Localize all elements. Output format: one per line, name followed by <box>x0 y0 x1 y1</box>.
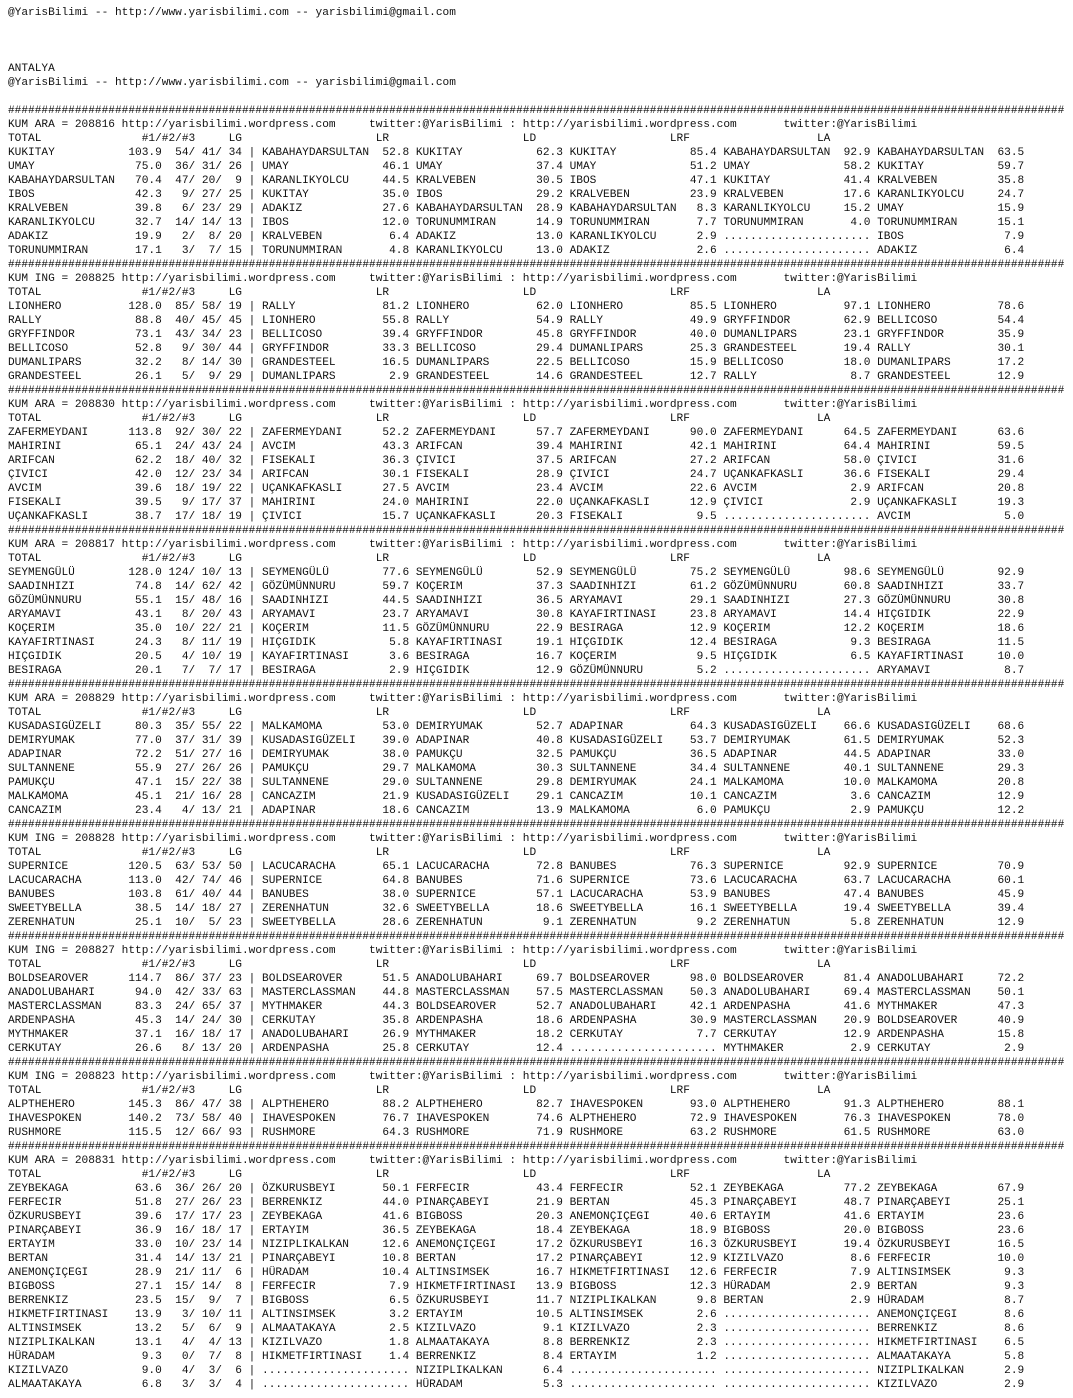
race-header: KUM ARA = 208817 http://yarisbilimi.wordpress.com twitter:@YarisBilimi : http://yarisbilimi.wordpress.com twitter:@YarisBilimi <box>8 539 918 551</box>
data-row: IHAVESPOKEN 140.2 73/ 58/ 40 | IHAVESPOKEN 76.7 IHAVESPOKEN 74.6 ALPTHEHERO 72.9 IHAVESPOKEN 76.3 IHAVESPOKEN 78.0 <box>8 1113 1025 1125</box>
data-row: MALKAMOMA 45.1 21/ 16/ 28 | CANCAZIM 21.9 KUSADASIGÜZELI 29.1 CANCAZIM 10.1 CANCAZIM 3.6 CANCAZIM 12.9 <box>8 791 1025 803</box>
data-row: HIKMETFIRTINASI 13.9 3/ 10/ 11 | ALTINSIMSEK 3.2 ERTAYIM 10.5 ALTINSIMSEK 2.6 ...................... ANEMONÇIÇEGI 8.6 <box>8 1309 1025 1321</box>
data-row: ERTAYIM 33.0 10/ 23/ 14 | NIZIPLIKALKAN 12.6 ANEMONÇIÇEGI 17.2 ÖZKURUSBEYI 16.3 ÖZKURUSBEYI 19.4 ÖZKURUSBEYI 16.5 <box>8 1239 1025 1251</box>
data-row: ZERENHATUN 25.1 10/ 5/ 23 | SWEETYBELLA 28.6 ZERENHATUN 9.1 ZERENHATUN 9.2 ZERENHATUN 5.8 ZERENHATUN 12.9 <box>8 917 1025 929</box>
data-row: KRALVEBEN 39.8 6/ 23/ 29 | ADAKIZ 27.6 KABAHAYDARSULTAN 28.9 KABAHAYDARSULTAN 8.3 KARANLIKYOLCU 15.2 UMAY 15.9 <box>8 203 1025 215</box>
data-row: RALLY 88.8 40/ 45/ 45 | LIONHERO 55.8 RALLY 54.9 RALLY 49.9 GRYFFINDOR 62.9 BELLICOSO 54.4 <box>8 315 1025 327</box>
data-row: SUPERNICE 120.5 63/ 53/ 50 | LACUCARACHA 65.1 LACUCARACHA 72.8 BANUBES 76.3 SUPERNICE 92.9 SUPERNICE 70.9 <box>8 861 1025 873</box>
blank-line <box>8 34 1073 48</box>
data-row: CERKUTAY 26.6 8/ 13/ 20 | ARDENPASHA 25.8 CERKUTAY 12.4 ...................... MYTHMAKER 2.9 CERKUTAY 2.9 <box>8 1043 1025 1055</box>
data-row: PINARÇABEYI 36.9 16/ 18/ 17 | ERTAYIM 36.5 ZEYBEKAGA 18.4 ZEYBEKAGA 18.9 BIGBOSS 20.0 BIGBOSS 23.6 <box>8 1225 1025 1237</box>
data-row: DEMIRYUMAK 77.0 37/ 31/ 39 | KUSADASIGÜZELI 39.0 ADAPINAR 40.8 KUSADASIGÜZELI 53.7 DEMIRYUMAK 61.5 DEMIRYUMAK 52.3 <box>8 735 1025 747</box>
data-row: ALMAATAKAYA 6.8 3/ 3/ 4 | ...................... HÜRADAM 5.3 ...................... ...................... KIZILVAZO 2.9 <box>8 1379 1025 1391</box>
data-row: LACUCARACHA 113.0 42/ 74/ 46 | SUPERNICE 64.8 BANUBES 71.6 SUPERNICE 73.6 LACUCARACHA 63.7 LACUCARACHA 60.1 <box>8 875 1025 887</box>
race-header: KUM ING = 208827 http://yarisbilimi.wordpress.com twitter:@YarisBilimi : http://yarisbilimi.wordpress.com twitter:@YarisBilimi <box>8 945 918 957</box>
data-row: ARIFCAN 62.2 18/ 40/ 32 | FISEKALI 36.3 ÇIVICI 37.5 ARIFCAN 27.2 ARIFCAN 58.0 ÇIVICI 31.6 <box>8 455 1025 467</box>
column-header-row: TOTAL #1/#2/#3 LG LR LD LRF LA <box>8 847 831 859</box>
data-row: ALPTHEHERO 145.3 86/ 47/ 38 | ALPTHEHERO 88.2 ALPTHEHERO 82.7 IHAVESPOKEN 93.0 ALPTHEHERO 91.3 ALPTHEHERO 88.1 <box>8 1099 1025 1111</box>
data-row: GRANDESTEEL 26.1 5/ 9/ 29 | DUMANLIPARS 2.9 GRANDESTEEL 14.6 GRANDESTEEL 12.7 RALLY 8.7 GRANDESTEEL 12.9 <box>8 371 1025 383</box>
data-row: ÖZKURUSBEYI 39.6 17/ 17/ 23 | ZEYBEKAGA 41.6 BIGBOSS 20.3 ANEMONÇIÇEGI 40.6 ERTAYIM 41.6 ERTAYIM 23.6 <box>8 1211 1025 1223</box>
data-row: MAHIRINI 65.1 24/ 43/ 24 | AVCIM 43.3 ARIFCAN 39.4 MAHIRINI 42.1 MAHIRINI 64.4 MAHIRINI 59.5 <box>8 441 1025 453</box>
data-row: ALTINSIMSEK 13.2 5/ 6/ 9 | ALMAATAKAYA 2.5 KIZILVAZO 9.1 KIZILVAZO 2.3 ...................... BERRENKIZ 8.6 <box>8 1323 1025 1335</box>
race-header: KUM ARA = 208831 http://yarisbilimi.wordpress.com twitter:@YarisBilimi : http://yarisbilimi.wordpress.com twitter:@YarisBilimi <box>8 1155 918 1167</box>
race-header: KUM ING = 208828 http://yarisbilimi.wordpress.com twitter:@YarisBilimi : http://yarisbilimi.wordpress.com twitter:@YarisBilimi <box>8 833 918 845</box>
column-header-row: TOTAL #1/#2/#3 LG LR LD LRF LA <box>8 553 831 565</box>
data-row: KUSADASIGÜZELI 80.3 35/ 55/ 22 | MALKAMOMA 53.0 DEMIRYUMAK 52.7 ADAPINAR 64.3 KUSADASIGÜZELI 66.6 KUSADASIGÜZELI 68.6 <box>8 721 1025 733</box>
data-row: BELLICOSO 52.8 9/ 30/ 44 | GRYFFINDOR 33.3 BELLICOSO 29.4 DUMANLIPARS 25.3 GRANDESTEEL 19.4 RALLY 30.1 <box>8 343 1025 355</box>
data-row: FISEKALI 39.5 9/ 17/ 37 | MAHIRINI 24.0 MAHIRINI 22.0 UÇANKAFKASLI 12.9 ÇIVICI 2.9 UÇANKAFKASLI 19.3 <box>8 497 1025 509</box>
section-separator: ############################################################################################################################################################## <box>8 105 1065 117</box>
page-header-line: ANTALYA <box>8 63 55 75</box>
data-row: MASTERCLASSMAN 83.3 24/ 65/ 37 | MYTHMAKER 44.3 BOLDSEAROVER 52.7 ANADOLUBAHARI 42.1 ARDENPASHA 41.6 MYTHMAKER 47.3 <box>8 1001 1025 1013</box>
section-separator: ############################################################################################################################################################## <box>8 259 1065 271</box>
section-separator: ############################################################################################################################################################## <box>8 819 1065 831</box>
data-row: BANUBES 103.8 61/ 40/ 44 | BANUBES 38.0 SUPERNICE 57.1 LACUCARACHA 53.9 BANUBES 47.4 BANUBES 45.9 <box>8 889 1025 901</box>
data-row: KAYAFIRTINASI 24.3 8/ 11/ 19 | HIÇGIDIK 5.8 KAYAFIRTINASI 19.1 HIÇGIDIK 12.4 BESIRAGA 9.3 BESIRAGA 11.5 <box>8 637 1025 649</box>
page-header-line: @YarisBilimi -- http://www.yarisbilimi.com -- yarisbilimi@gmail.com <box>8 77 456 89</box>
data-row: GÖZÜMÜNNURU 55.1 15/ 48/ 16 | SAADINHIZI 44.5 SAADINHIZI 36.5 ARYAMAVI 29.1 SAADINHIZI 27.3 GÖZÜMÜNNURU 30.8 <box>8 595 1025 607</box>
data-row: SEYMENGÜLÜ 128.0 124/ 10/ 13 | SEYMENGÜLÜ 77.6 SEYMENGÜLÜ 52.9 SEYMENGÜLÜ 75.2 SEYMENGÜLÜ 98.6 SEYMENGÜLÜ 92.9 <box>8 567 1025 579</box>
data-row: HIÇGIDIK 20.5 4/ 10/ 19 | KAYAFIRTINASI 3.6 BESIRAGA 16.7 KOÇERIM 9.5 HIÇGIDIK 6.5 KAYAFIRTINASI 10.0 <box>8 651 1025 663</box>
data-row: ARYAMAVI 43.1 8/ 20/ 43 | ARYAMAVI 23.7 ARYAMAVI 30.8 KAYAFIRTINASI 23.8 ARYAMAVI 14.4 HIÇGIDIK 22.9 <box>8 609 1025 621</box>
data-row: ANADOLUBAHARI 94.0 42/ 33/ 63 | MASTERCLASSMAN 44.8 MASTERCLASSMAN 57.5 MASTERCLASSMAN 50.3 ANADOLUBAHARI 69.4 MASTERCLASSMAN 50.1 <box>8 987 1025 999</box>
blank-line <box>8 20 1073 34</box>
data-row: GRYFFINDOR 73.1 43/ 34/ 23 | BELLICOSO 39.4 GRYFFINDOR 45.8 GRYFFINDOR 40.0 DUMANLIPARS 23.1 GRYFFINDOR 35.9 <box>8 329 1025 341</box>
column-header-row: TOTAL #1/#2/#3 LG LR LD LRF LA <box>8 959 831 971</box>
race-header: KUM ARA = 208830 http://yarisbilimi.wordpress.com twitter:@YarisBilimi : http://yarisbilimi.wordpress.com twitter:@YarisBilimi <box>8 399 918 411</box>
blank-line <box>8 48 1073 62</box>
data-row: NIZIPLIKALKAN 13.1 4/ 4/ 13 | KIZILVAZO 1.8 ALMAATAKAYA 8.8 BERRENKIZ 2.3 ...................... HIKMETFIRTINASI 6.5 <box>8 1337 1025 1349</box>
column-header-row: TOTAL #1/#2/#3 LG LR LD LRF LA <box>8 707 831 719</box>
data-row: ARDENPASHA 45.3 14/ 24/ 30 | CERKUTAY 35.8 ARDENPASHA 18.6 ARDENPASHA 30.9 MASTERCLASSMAN 20.9 BOLDSEAROVER 40.9 <box>8 1015 1025 1027</box>
data-row: ADAKIZ 19.9 2/ 8/ 20 | KRALVEBEN 6.4 ADAKIZ 13.0 KARANLIKYOLCU 2.9 ...................... IBOS 7.9 <box>8 231 1025 243</box>
data-row: SWEETYBELLA 38.5 14/ 18/ 27 | ZERENHATUN 32.6 SWEETYBELLA 18.6 SWEETYBELLA 16.1 SWEETYBELLA 19.4 SWEETYBELLA 39.4 <box>8 903 1025 915</box>
data-row: KIZILVAZO 9.0 4/ 3/ 6 | ...................... NIZIPLIKALKAN 6.4 ...................... ...................... NIZIPLIKALKAN 2.9 <box>8 1365 1025 1377</box>
data-row: MYTHMAKER 37.1 16/ 18/ 17 | ANADOLUBAHARI 26.9 MYTHMAKER 18.2 CERKUTAY 7.7 CERKUTAY 12.9 ARDENPASHA 15.8 <box>8 1029 1025 1041</box>
data-row: KUKITAY 103.9 54/ 41/ 34 | KABAHAYDARSULTAN 52.8 KUKITAY 62.3 KUKITAY 85.4 KABAHAYDARSULTAN 92.9 KABAHAYDARSULTAN 63.5 <box>8 147 1025 159</box>
data-row: KABAHAYDARSULTAN 70.4 47/ 20/ 9 | KARANLIKYOLCU 44.5 KRALVEBEN 30.5 IBOS 47.1 KUKITAY 41.4 KRALVEBEN 35.8 <box>8 175 1025 187</box>
column-header-row: TOTAL #1/#2/#3 LG LR LD LRF LA <box>8 287 831 299</box>
column-header-row: TOTAL #1/#2/#3 LG LR LD LRF LA <box>8 133 831 145</box>
data-row: DUMANLIPARS 32.2 8/ 14/ 30 | GRANDESTEEL 16.5 DUMANLIPARS 22.5 BELLICOSO 15.9 BELLICOSO 18.0 DUMANLIPARS 17.2 <box>8 357 1025 369</box>
data-row: ÇIVICI 42.0 12/ 23/ 34 | ARIFCAN 30.1 FISEKALI 28.9 ÇIVICI 24.7 UÇANKAFKASLI 36.6 FISEKALI 29.4 <box>8 469 1025 481</box>
page-header-line: @YarisBilimi -- http://www.yarisbilimi.com -- yarisbilimi@gmail.com <box>8 7 456 19</box>
column-header-row: TOTAL #1/#2/#3 LG LR LD LRF LA <box>8 1169 831 1181</box>
data-row: LIONHERO 128.0 85/ 58/ 19 | RALLY 81.2 LIONHERO 62.0 LIONHERO 85.5 LIONHERO 97.1 LIONHERO 78.6 <box>8 301 1025 313</box>
race-header: KUM ARA = 208816 http://yarisbilimi.wordpress.com twitter:@YarisBilimi : http://yarisbilimi.wordpress.com twitter:@YarisBilimi <box>8 119 918 131</box>
blank-line <box>8 90 1073 104</box>
data-row: BERRENKIZ 23.5 15/ 9/ 7 | BIGBOSS 6.5 ÖZKURUSBEYI 11.7 NIZIPLIKALKAN 9.8 BERTAN 2.9 HÜRADAM 8.7 <box>8 1295 1025 1307</box>
data-row: IBOS 42.3 9/ 27/ 25 | KUKITAY 35.0 IBOS 29.2 KRALVEBEN 23.9 KRALVEBEN 17.6 KARANLIKYOLCU 24.7 <box>8 189 1025 201</box>
section-separator: ############################################################################################################################################################## <box>8 679 1065 691</box>
data-row: BESIRAGA 20.1 7/ 7/ 17 | BESIRAGA 2.9 HIÇGIDIK 12.9 GÖZÜMÜNNURU 5.2 ...................... ARYAMAVI 8.7 <box>8 665 1025 677</box>
data-row: KARANLIKYOLCU 32.7 14/ 14/ 13 | IBOS 12.0 TORUNUMMIRAN 14.9 TORUNUMMIRAN 7.7 TORUNUMMIRAN 4.0 TORUNUMMIRAN 15.1 <box>8 217 1025 229</box>
data-row: BOLDSEAROVER 114.7 86/ 37/ 23 | BOLDSEAROVER 51.5 ANADOLUBAHARI 69.7 BOLDSEAROVER 98.0 BOLDSEAROVER 81.4 ANADOLUBAHARI 72.2 <box>8 973 1025 985</box>
data-row: SAADINHIZI 74.8 14/ 62/ 42 | GÖZÜMÜNNURU 59.7 KOÇERIM 37.3 SAADINHIZI 61.2 GÖZÜMÜNNURU 60.8 SAADINHIZI 33.7 <box>8 581 1025 593</box>
data-row: UÇANKAFKASLI 38.7 17/ 18/ 19 | ÇIVICI 15.7 UÇANKAFKASLI 20.3 FISEKALI 9.5 ...................... AVCIM 5.0 <box>8 511 1025 523</box>
data-row: HÜRADAM 9.3 0/ 7/ 8 | HIKMETFIRTINASI 1.4 BERRENKIZ 8.4 ERTAYIM 1.2 ...................... ALMAATAKAYA 5.8 <box>8 1351 1025 1363</box>
section-separator: ############################################################################################################################################################## <box>8 385 1065 397</box>
column-header-row: TOTAL #1/#2/#3 LG LR LD LRF LA <box>8 1085 831 1097</box>
data-row: ZEYBEKAGA 63.6 36/ 26/ 20 | ÖZKURUSBEYI 50.1 FERFECIR 43.4 FERFECIR 52.1 ZEYBEKAGA 77.2 ZEYBEKAGA 67.9 <box>8 1183 1025 1195</box>
section-separator: ############################################################################################################################################################## <box>8 1141 1065 1153</box>
data-row: RUSHMORE 115.5 12/ 66/ 93 | RUSHMORE 64.3 RUSHMORE 71.9 RUSHMORE 63.2 RUSHMORE 61.5 RUSHMORE 63.0 <box>8 1127 1025 1139</box>
data-row: CANCAZIM 23.4 4/ 13/ 21 | ADAPINAR 18.6 CANCAZIM 13.9 MALKAMOMA 6.0 PAMUKÇU 2.9 PAMUKÇU 12.2 <box>8 805 1025 817</box>
data-row: BERTAN 31.4 14/ 13/ 21 | PINARÇABEYI 10.8 BERTAN 17.2 PINARÇABEYI 12.9 KIZILVAZO 8.6 FERFECIR 10.0 <box>8 1253 1025 1265</box>
data-row: ANEMONÇIÇEGI 28.9 21/ 11/ 6 | HÜRADAM 10.4 ALTINSIMSEK 16.7 HIKMETFIRTINASI 12.6 FERFECIR 7.9 ALTINSIMSEK 9.3 <box>8 1267 1025 1279</box>
data-row: UMAY 75.0 36/ 31/ 26 | UMAY 46.1 UMAY 37.4 UMAY 51.2 UMAY 58.2 KUKITAY 59.7 <box>8 161 1025 173</box>
data-row: TORUNUMMIRAN 17.1 3/ 7/ 15 | TORUNUMMIRAN 4.8 KARANLIKYOLCU 13.0 ADAKIZ 2.6 ...................... ADAKIZ 6.4 <box>8 245 1025 257</box>
column-header-row: TOTAL #1/#2/#3 LG LR LD LRF LA <box>8 413 831 425</box>
race-header: KUM ARA = 208829 http://yarisbilimi.wordpress.com twitter:@YarisBilimi : http://yarisbilimi.wordpress.com twitter:@YarisBilimi <box>8 693 918 705</box>
section-separator: ############################################################################################################################################################## <box>8 1057 1065 1069</box>
section-separator: ############################################################################################################################################################## <box>8 931 1065 943</box>
section-separator: ############################################################################################################################################################## <box>8 525 1065 537</box>
race-header: KUM ING = 208823 http://yarisbilimi.wordpress.com twitter:@YarisBilimi : http://yarisbilimi.wordpress.com twitter:@YarisBilimi <box>8 1071 918 1083</box>
data-row: PAMUKÇU 47.1 15/ 22/ 38 | SULTANNENE 29.0 SULTANNENE 29.8 DEMIRYUMAK 24.1 MALKAMOMA 10.0 MALKAMOMA 20.8 <box>8 777 1025 789</box>
data-row: KOÇERIM 35.0 10/ 22/ 21 | KOÇERIM 11.5 GÖZÜMÜNNURU 22.9 BESIRAGA 12.9 KOÇERIM 12.2 KOÇERIM 18.6 <box>8 623 1025 635</box>
data-row: AVCIM 39.6 18/ 19/ 22 | UÇANKAFKASLI 27.5 AVCIM 23.4 AVCIM 22.6 AVCIM 2.9 ARIFCAN 20.8 <box>8 483 1025 495</box>
data-row: ZAFERMEYDANI 113.8 92/ 30/ 22 | ZAFERMEYDANI 52.2 ZAFERMEYDANI 57.7 ZAFERMEYDANI 90.0 ZAFERMEYDANI 64.5 ZAFERMEYDANI 63.6 <box>8 427 1025 439</box>
race-header: KUM ING = 208825 http://yarisbilimi.wordpress.com twitter:@YarisBilimi : http://yarisbilimi.wordpress.com twitter:@YarisBilimi <box>8 273 918 285</box>
data-row: BIGBOSS 27.1 15/ 14/ 8 | FERFECIR 7.9 HIKMETFIRTINASI 13.9 BIGBOSS 12.3 HÜRADAM 2.9 BERTAN 9.3 <box>8 1281 1025 1293</box>
data-row: ADAPINAR 72.2 51/ 27/ 16 | DEMIRYUMAK 38.0 PAMUKÇU 32.5 PAMUKÇU 36.5 ADAPINAR 44.5 ADAPINAR 33.0 <box>8 749 1025 761</box>
data-row: FERFECIR 51.8 27/ 26/ 23 | BERRENKIZ 44.0 PINARÇABEYI 21.9 BERTAN 45.3 PINARÇABEYI 48.7 PINARÇABEYI 25.1 <box>8 1197 1025 1209</box>
data-row: SULTANNENE 55.9 27/ 26/ 26 | PAMUKÇU 29.7 MALKAMOMA 30.3 SULTANNENE 34.4 SULTANNENE 40.1 SULTANNENE 29.3 <box>8 763 1025 775</box>
